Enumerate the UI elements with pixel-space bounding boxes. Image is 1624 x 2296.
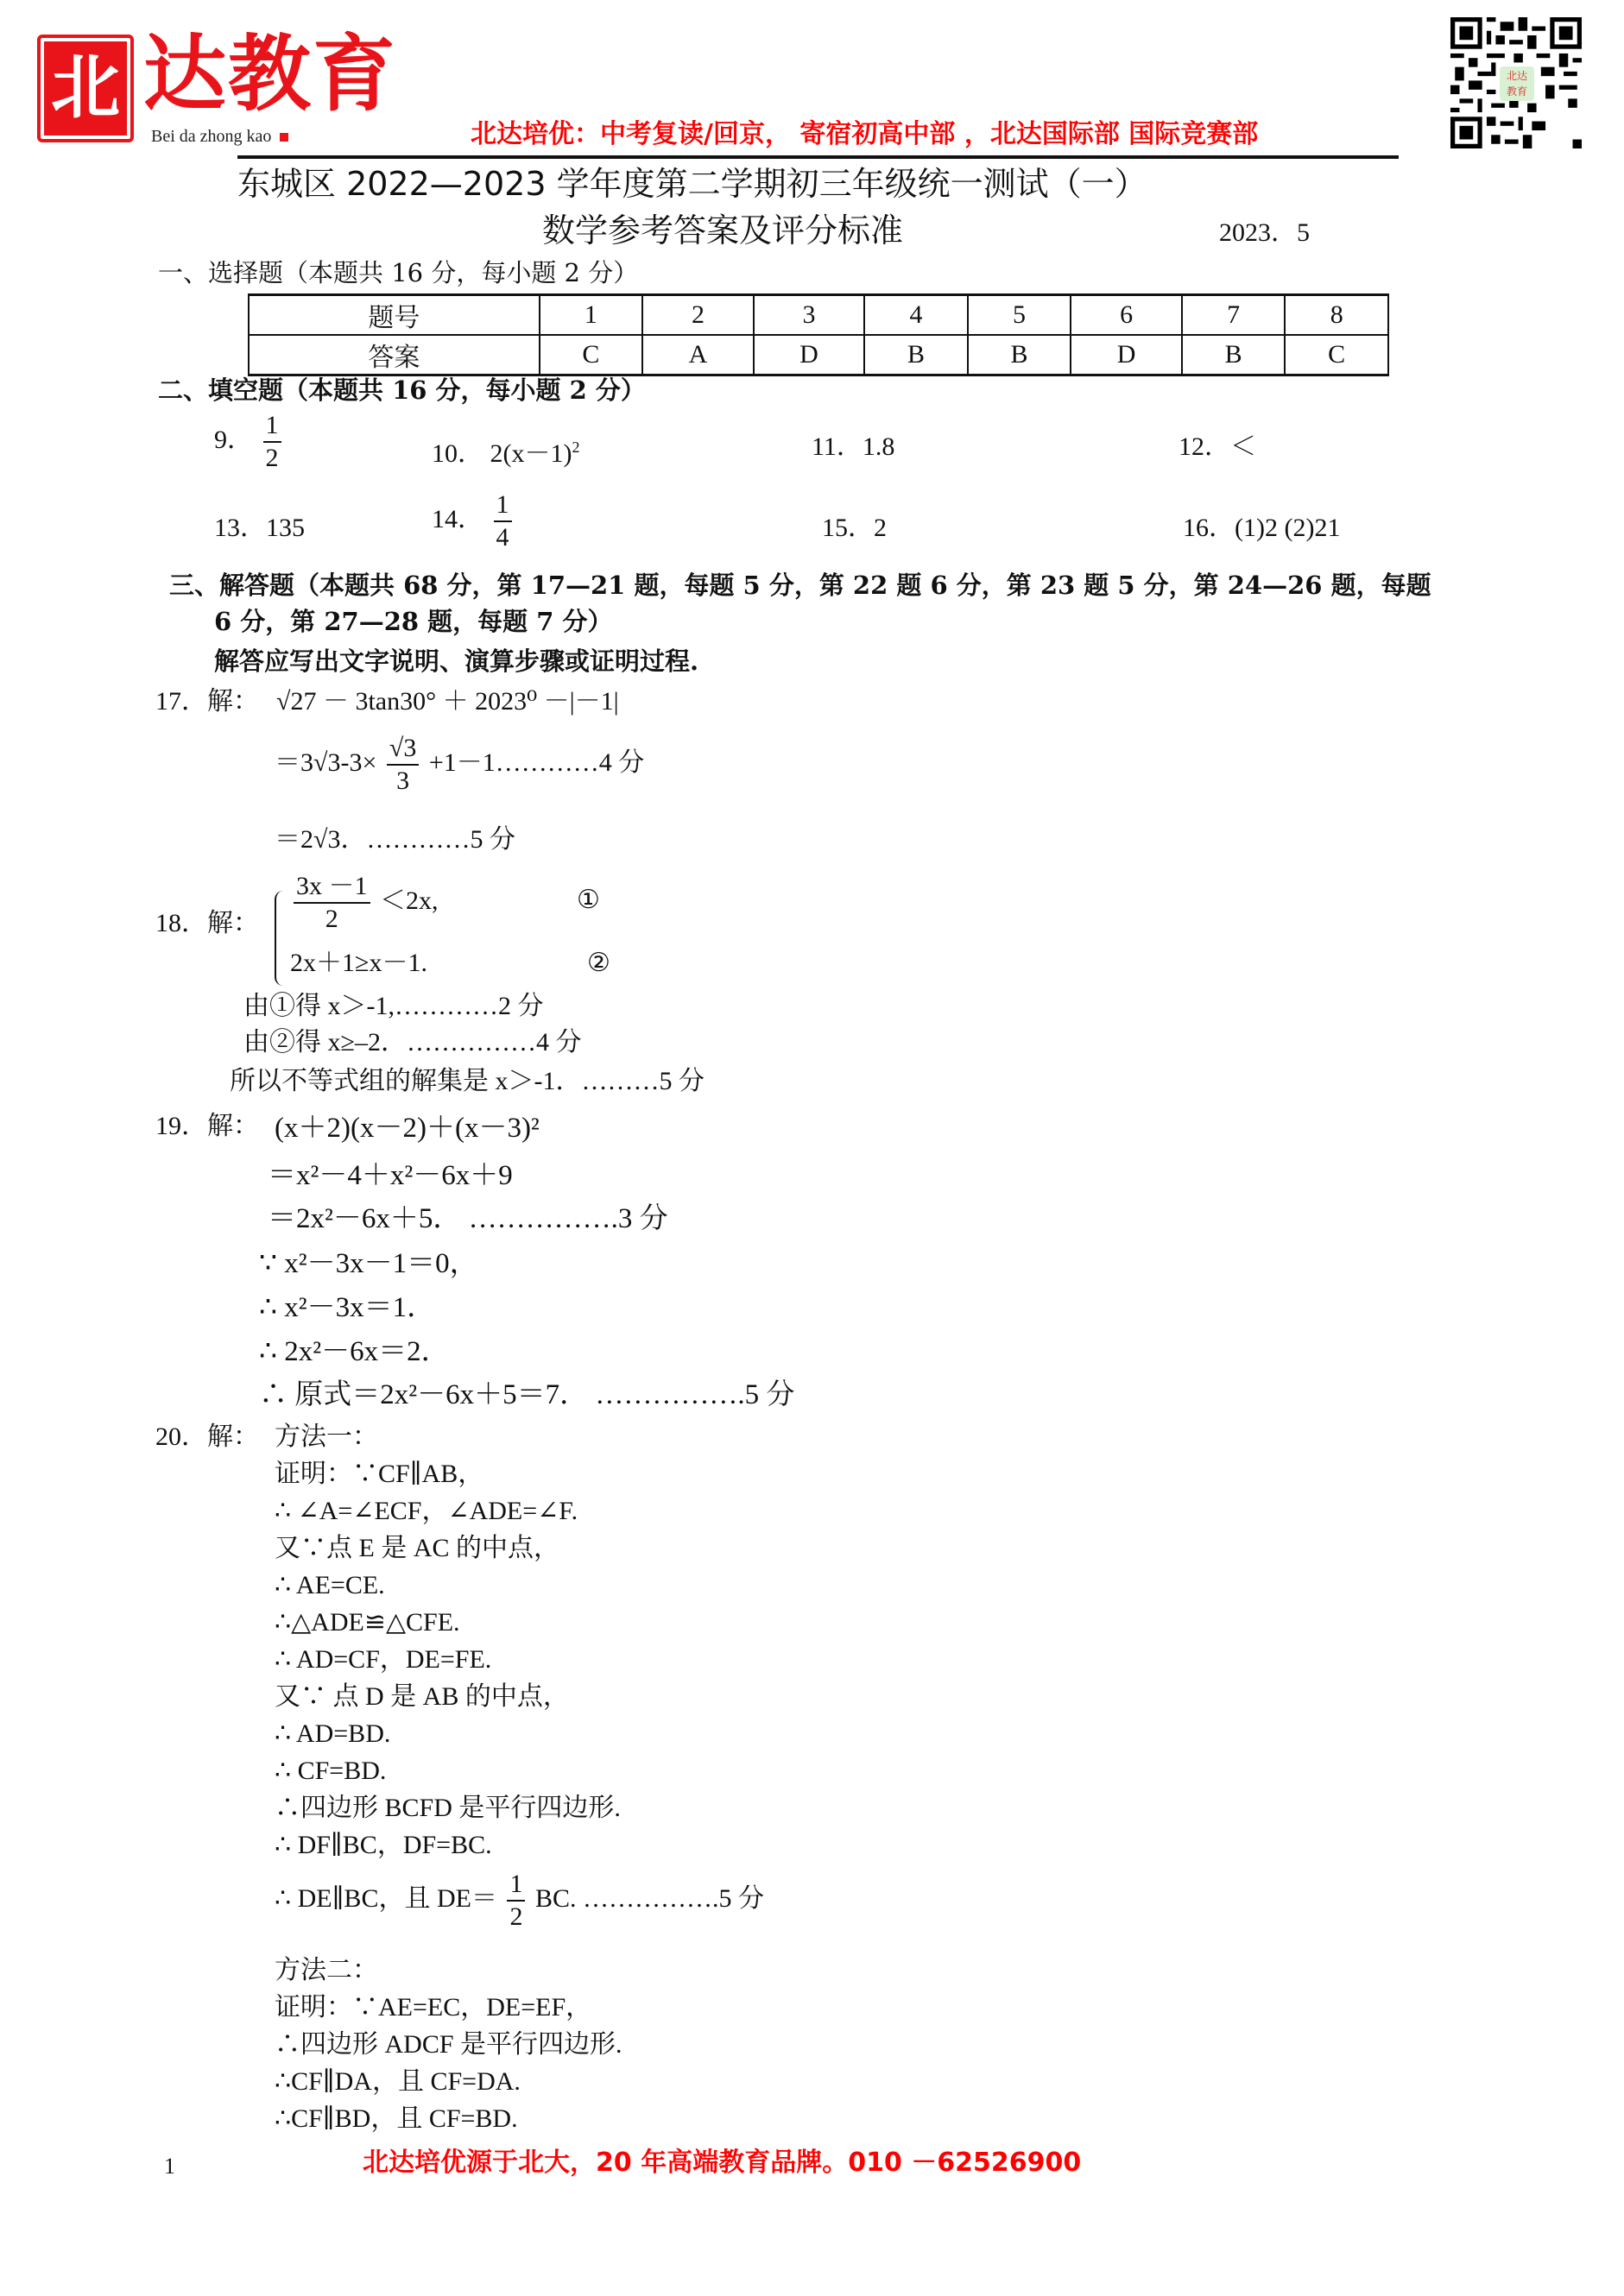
item-number: 12． [1179, 432, 1230, 461]
qr-badge-line1: 北达 [1506, 70, 1527, 82]
numerator: 3x －1 [294, 874, 370, 904]
q18-step-3: 所以不等式组的解集是 x＞-1．………5 分 [230, 1067, 705, 1095]
q19-label: 19．解： [155, 1112, 259, 1140]
fill-answer-9 [214, 413, 285, 471]
proof-line: ∴ ∠A=∠ECF，∠ADE=∠F. [275, 1497, 578, 1525]
fill-answer-13 [214, 513, 305, 544]
answer-value: (1)2 (2)21 [1235, 514, 1341, 542]
q17-line2 [275, 735, 644, 794]
proof-line: ∴CF∥BD，且 CF=BD. [275, 2104, 518, 2133]
fill-answer-12 [1179, 432, 1256, 463]
document-date: 2023．5 [1219, 218, 1310, 247]
numerator: 1 [507, 1871, 525, 1902]
question-number: 7 [1182, 295, 1286, 336]
proof-line-final [275, 1871, 764, 1930]
proof-line: 又∵ 点 D 是 AB 的中点， [275, 1682, 569, 1711]
section3-instruction: 解答应写出文字说明、演算步骤或证明过程. [214, 647, 699, 676]
fraction [507, 1871, 525, 1930]
q18-label: 18．解： [155, 909, 259, 937]
fraction [387, 735, 419, 794]
logo-subtitle-text: Bei da zhong kao [151, 127, 272, 146]
system-brace [275, 891, 287, 986]
proof-line: ∴ AD=CF，DE=FE. [275, 1645, 492, 1674]
answer-expression: 2(x－1) [490, 439, 572, 468]
fill-answer-11 [812, 432, 894, 463]
fill-answer-14 [432, 492, 515, 551]
q19-line: ∴ x²－3x＝1． [259, 1292, 436, 1323]
q17-label: 17．解： [155, 687, 259, 716]
answer-cell: B [968, 335, 1071, 375]
q20-method1-title: 方法一： [275, 1422, 378, 1451]
proof-line: 又∵点 E 是 AC 的中点， [275, 1534, 559, 1562]
question-number: 2 [642, 295, 754, 336]
q19-line: ＝2x²－6x＋5． …………….3 分 [268, 1203, 668, 1234]
numerator: 1 [494, 492, 512, 522]
row-label-number: 题号 [249, 295, 540, 336]
q20-label: 20．解： [155, 1422, 259, 1451]
proof-line: ∴ AD=BD. [275, 1719, 391, 1748]
proof-line: ∴ DF∥BC，DF=BC. [275, 1831, 492, 1859]
q19-line: (x＋2)(x－2)＋(x－3)² [275, 1113, 540, 1144]
document-title: 东城区 2022—2023 学年度第二学期初三年级统一测试（一） [237, 165, 1147, 203]
numerator: √3 [387, 735, 419, 766]
section3-heading-line2: 6 分，第 27—28 题，每题 7 分） [214, 607, 613, 636]
item-number: 16． [1183, 514, 1235, 542]
footer-slogan: 北达培优源于北大，20 年高端教育品牌。010 －62526900 [363, 2148, 1082, 2178]
answer-cell: B [1182, 335, 1286, 375]
question-number: 1 [540, 295, 643, 336]
question-number: 3 [754, 295, 865, 336]
answer-table-row-answers [249, 335, 1388, 375]
answer-table [248, 293, 1389, 376]
denominator: 2 [325, 905, 338, 933]
logo-subtitle [151, 126, 288, 147]
answer-cell: D [1071, 335, 1182, 375]
fill-answer-10 [432, 432, 579, 470]
q20-method2-title: 方法二： [275, 1956, 378, 1984]
fill-answer-15 [822, 513, 887, 544]
qr-code-icon [1450, 17, 1582, 148]
section1-heading: 一、选择题（本题共 16 分，每小题 2 分） [158, 258, 639, 287]
qr-center-badge [1500, 66, 1534, 101]
answer-cell: B [864, 335, 968, 375]
question-number: 5 [968, 295, 1071, 336]
answer-cell: C [1285, 335, 1388, 375]
page-number: 1 [164, 2154, 175, 2179]
answer-value: 135 [266, 514, 305, 542]
section3-heading-line1: 三、解答题（本题共 68 分，第 17—21 题，每题 5 分，第 22 题 6 分，第 23 题 5 分，第 24—26 题，每题 [169, 571, 1431, 600]
proof-line: ∴四边形 BCFD 是平行四边形. [275, 1794, 621, 1822]
proof-line: ∴四边形 ADCF 是平行四边形. [275, 2030, 622, 2059]
answer-table-row-numbers [249, 295, 1388, 336]
q18-step-1: 由①得 x＞-1,…………2 分 [243, 992, 544, 1020]
section2-heading: 二、填空题（本题共 16 分，每小题 2 分） [158, 375, 646, 405]
proof-line: 证明：∵AE=EC，DE=EF， [275, 1993, 592, 2022]
header-slogan: 北达培优：中考复读/回京， 寄宿初高中部 ，北达国际部 国际竞赛部 [471, 119, 1259, 149]
q18-inequality-1 [290, 874, 439, 932]
qr-badge-line2: 教育 [1506, 85, 1527, 98]
q19-line: ＝x²－4＋x²－6x＋9 [268, 1160, 513, 1191]
fraction [263, 413, 281, 471]
answer-cell: D [754, 335, 865, 375]
item-number: 14． [432, 504, 483, 533]
proof-line: 证明：∵CF∥AB， [275, 1460, 484, 1488]
fill-answer-16 [1183, 513, 1340, 544]
q19-line: ∵ x²－3x－1＝0， [259, 1248, 478, 1279]
answer-value: 2 [874, 514, 887, 542]
denominator: 2 [265, 444, 279, 472]
q17-line2-end: +1－1…………4 分 [428, 747, 645, 777]
item-number: 10． [432, 439, 483, 468]
q18-step-2: 由②得 x≥–2．……………4 分 [243, 1028, 582, 1057]
fraction [294, 874, 370, 932]
inequality-rest: ＜2x, [380, 886, 439, 915]
proof-final-end: BC. …………….5 分 [534, 1883, 764, 1913]
answer-cell: C [540, 335, 643, 375]
item-number: 15． [822, 514, 874, 542]
answer-value: 1.8 [862, 432, 895, 461]
question-number: 6 [1071, 295, 1182, 336]
numerator: 1 [263, 413, 281, 443]
exponent: 2 [572, 438, 580, 456]
q17-line1: √27 － 3tan30° ＋ 2023⁰ －|－1| [276, 687, 619, 716]
q19-line: ∴ 2x²－6x＝2． [259, 1336, 450, 1367]
proof-final-start: ∴ DE∥BC，且 DE＝ [275, 1883, 497, 1913]
header-divider [237, 155, 1399, 159]
answer-cell: A [642, 335, 754, 375]
document-subtitle: 数学参考答案及评分标准 [542, 211, 904, 249]
denominator: 2 [509, 1902, 523, 1931]
proof-line: ∴CF∥DA，且 CF=DA. [275, 2067, 521, 2096]
marker-2: ② [587, 949, 610, 977]
answer-value: ＜ [1230, 432, 1256, 461]
question-number: 8 [1285, 295, 1388, 336]
proof-line: ∴ CF=BD. [275, 1757, 387, 1785]
logo-mark [37, 35, 134, 142]
logo-char: 北 [51, 47, 120, 128]
row-label-answer: 答案 [249, 335, 540, 375]
proof-line: ∴ AE=CE. [275, 1571, 385, 1599]
denominator: 4 [496, 523, 509, 552]
q18-inequality-2: 2x＋1≥x－1. [290, 949, 427, 977]
marker-1: ① [577, 886, 600, 914]
q19-line: ∴ 原式＝2x²－6x＋5＝7． …………….5 分 [259, 1379, 795, 1410]
item-number: 13． [214, 514, 266, 542]
proof-line: ∴△ADE≌△CFE. [275, 1608, 460, 1637]
fraction [494, 492, 512, 551]
q17-line3: ＝2√3．…………5 分 [275, 825, 515, 854]
question-number: 4 [864, 295, 968, 336]
logo-text: 达教育 [143, 25, 397, 123]
denominator: 3 [396, 766, 410, 795]
q17-line2-start: ＝3√3-3× [275, 747, 377, 777]
item-number: 11． [812, 432, 863, 461]
item-number: 9． [214, 425, 253, 454]
logo-square-icon [280, 133, 288, 142]
